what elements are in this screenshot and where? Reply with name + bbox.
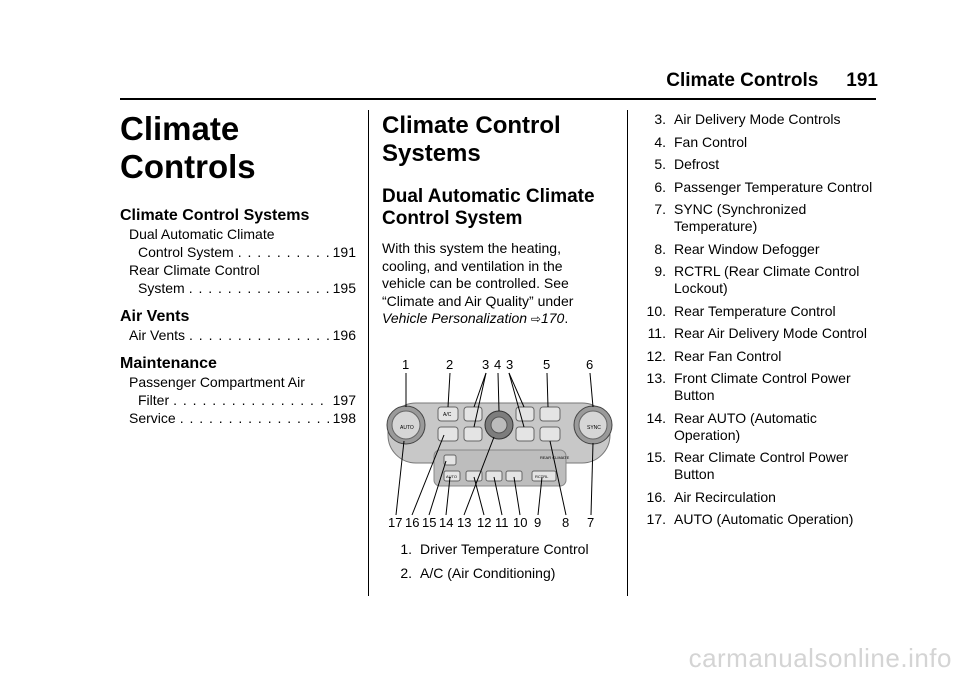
toc-list: [120, 373, 356, 427]
watermark: carmanualsonline.info: [688, 643, 952, 673]
ac-button-label: A/C: [443, 412, 452, 418]
toc-entry-line1: Air Vents: [129, 327, 186, 343]
legend-text: Fan Control: [674, 133, 748, 150]
legend-num: 9.: [654, 263, 666, 279]
callout-9: 9: [534, 515, 542, 530]
toc-entry[interactable]: [129, 409, 356, 427]
toc-entry-line1: Service: [129, 410, 176, 426]
legend-list-col2: [378, 541, 614, 582]
page-number: 191: [846, 70, 878, 91]
callout-5: 5: [543, 357, 551, 372]
subsection-title-line2: Control System: [382, 208, 523, 229]
section-title-line1: Climate Control: [382, 112, 561, 139]
legend-text: Rear Temperature Control: [674, 302, 836, 319]
legend-text: AUTO (Automatic Operation): [674, 511, 854, 527]
callout-12: 12: [477, 515, 492, 530]
toc-entry[interactable]: [129, 225, 356, 261]
toc-entry-line2: System: [138, 280, 185, 296]
legend-num: 3.: [654, 111, 666, 127]
legend-list-col3: [632, 111, 876, 534]
toc-page: 197: [332, 392, 356, 408]
legend-text: Front Climate Control Power Button: [674, 370, 851, 403]
legend-text: Rear Fan Control: [674, 347, 782, 364]
paragraph-text: With this system the heating, cooling, and ventilation in the vehicle can be controlled. See “Climate and Air Quality” under: [382, 240, 574, 309]
column-2: [382, 108, 614, 329]
callout-4: 4: [494, 357, 502, 372]
legend-text: Driver Temperature Control: [420, 541, 589, 557]
legend-item: [378, 565, 614, 582]
legend-item: [632, 134, 876, 151]
legend-num: 14.: [646, 409, 666, 426]
right-knob-label: SYNC: [587, 425, 601, 431]
legend-text: Air Delivery Mode Controls: [674, 111, 841, 127]
legend-text: Rear Window Defogger: [674, 240, 820, 257]
rctrl-label: RCTRL: [535, 474, 549, 479]
legend-num: 17.: [646, 511, 666, 527]
left-knob-label: AUTO: [400, 425, 414, 431]
column-1: [120, 108, 356, 427]
legend-item: [632, 325, 876, 342]
callout-6: 6: [586, 357, 594, 372]
legend-item: [632, 201, 876, 235]
rear-climate-label: REAR CLIMATE: [540, 455, 570, 460]
cross-reference[interactable]: Vehicle Personalization: [382, 310, 528, 326]
callout-10: 10: [513, 515, 528, 530]
section-heading: Air Vents: [120, 308, 190, 325]
callout-1: 1: [402, 357, 410, 372]
toc-entry[interactable]: [129, 373, 356, 409]
legend-item: [632, 449, 876, 483]
legend-num: 6.: [654, 178, 666, 195]
legend-text: Passenger Temperature Control: [674, 178, 873, 195]
legend-num: 8.: [654, 240, 666, 257]
paragraph-end: .: [564, 310, 569, 326]
legend-num: 7.: [654, 201, 666, 217]
legend-num: 5.: [654, 156, 666, 172]
legend-item: [378, 541, 614, 558]
toc-entry[interactable]: [129, 261, 356, 297]
section-heading: Climate Control Systems: [120, 207, 310, 224]
legend-item: [632, 348, 876, 365]
legend-text: Air Recirculation: [674, 488, 776, 505]
column-divider-2: [627, 110, 628, 596]
toc-page: 191: [332, 244, 356, 260]
legend-num: 1.: [400, 541, 412, 557]
header-rule: [120, 98, 876, 100]
legend-item: [632, 410, 876, 444]
legend-num: 11.: [647, 325, 666, 341]
legend-text: SYNC (Synchronized Temperature): [674, 201, 807, 234]
legend-num: 2.: [400, 565, 412, 581]
intro-paragraph: [382, 240, 592, 329]
legend-text: Rear Air Delivery Mode Control: [674, 325, 867, 341]
control-panel-illustration: [382, 355, 622, 533]
callout-14: 14: [439, 515, 454, 530]
legend-item: [632, 511, 876, 528]
toc-list: [120, 225, 356, 297]
legend-item: [632, 370, 876, 404]
leader-dots: [238, 243, 329, 261]
legend-text: Defrost: [674, 156, 720, 172]
toc-entry-line1: Rear Climate Control: [129, 262, 260, 278]
toc-entry-line2: Control System: [138, 244, 234, 260]
callout-8: 8: [562, 515, 570, 530]
legend-text: Rear AUTO (Automatic Operation): [674, 409, 817, 443]
legend-num: 15.: [646, 449, 666, 465]
toc-entry[interactable]: [129, 326, 356, 344]
callout-3b: 3: [506, 357, 514, 372]
legend-item: [632, 303, 876, 320]
toc-list: [120, 326, 356, 344]
leader-dots: [173, 391, 329, 409]
legend-num: 16.: [646, 488, 666, 505]
callout-3: 3: [482, 357, 490, 372]
climate-panel-figure: [382, 355, 622, 533]
callout-15: 15: [422, 515, 437, 530]
legend-item: [632, 156, 876, 173]
toc-entry-line1: Dual Automatic Climate: [129, 226, 275, 242]
legend-text: Rear Climate Control Power Button: [674, 449, 849, 482]
callout-16: 16: [405, 515, 420, 530]
leader-dots: [189, 326, 329, 344]
toc-page: 196: [332, 327, 356, 343]
header-title: Climate Controls: [666, 70, 819, 91]
section-title-line2: Systems: [382, 140, 481, 167]
legend-num: 10.: [646, 302, 666, 319]
callout-17: 17: [388, 515, 403, 530]
callout-11: 11: [495, 515, 509, 530]
toc-entry-line2: Filter: [138, 392, 170, 408]
page-ref-arrow: ⇨: [530, 312, 541, 326]
section-heading: Maintenance: [120, 355, 217, 372]
leader-dots: [180, 409, 329, 427]
rear-auto-label: AUTO: [446, 474, 458, 479]
callout-2: 2: [446, 357, 454, 372]
leader-dots: [189, 279, 329, 297]
column-divider-1: [368, 110, 369, 596]
callout-7: 7: [587, 515, 595, 530]
legend-num: 12.: [646, 347, 666, 364]
legend-item: [632, 179, 876, 196]
legend-item: [632, 263, 876, 297]
legend-item: [632, 489, 876, 506]
toc-entry-line1: Passenger Compartment Air: [129, 374, 305, 390]
legend-text: RCTRL (Rear Climate Control Lockout): [674, 263, 860, 296]
page-header: [666, 70, 878, 92]
legend-num: 13.: [646, 370, 666, 386]
toc-page: 195: [332, 280, 356, 296]
chapter-title: Climate Controls: [120, 110, 256, 185]
legend-text: A/C (Air Conditioning): [420, 565, 556, 581]
page-ref[interactable]: 170: [540, 310, 565, 326]
subsection-title-line1: Dual Automatic Climate: [382, 186, 595, 207]
legend-item: [632, 241, 876, 258]
toc-page: 198: [332, 410, 356, 426]
legend-num: 4.: [654, 133, 666, 150]
callout-13: 13: [457, 515, 472, 530]
legend-item: [632, 111, 876, 128]
